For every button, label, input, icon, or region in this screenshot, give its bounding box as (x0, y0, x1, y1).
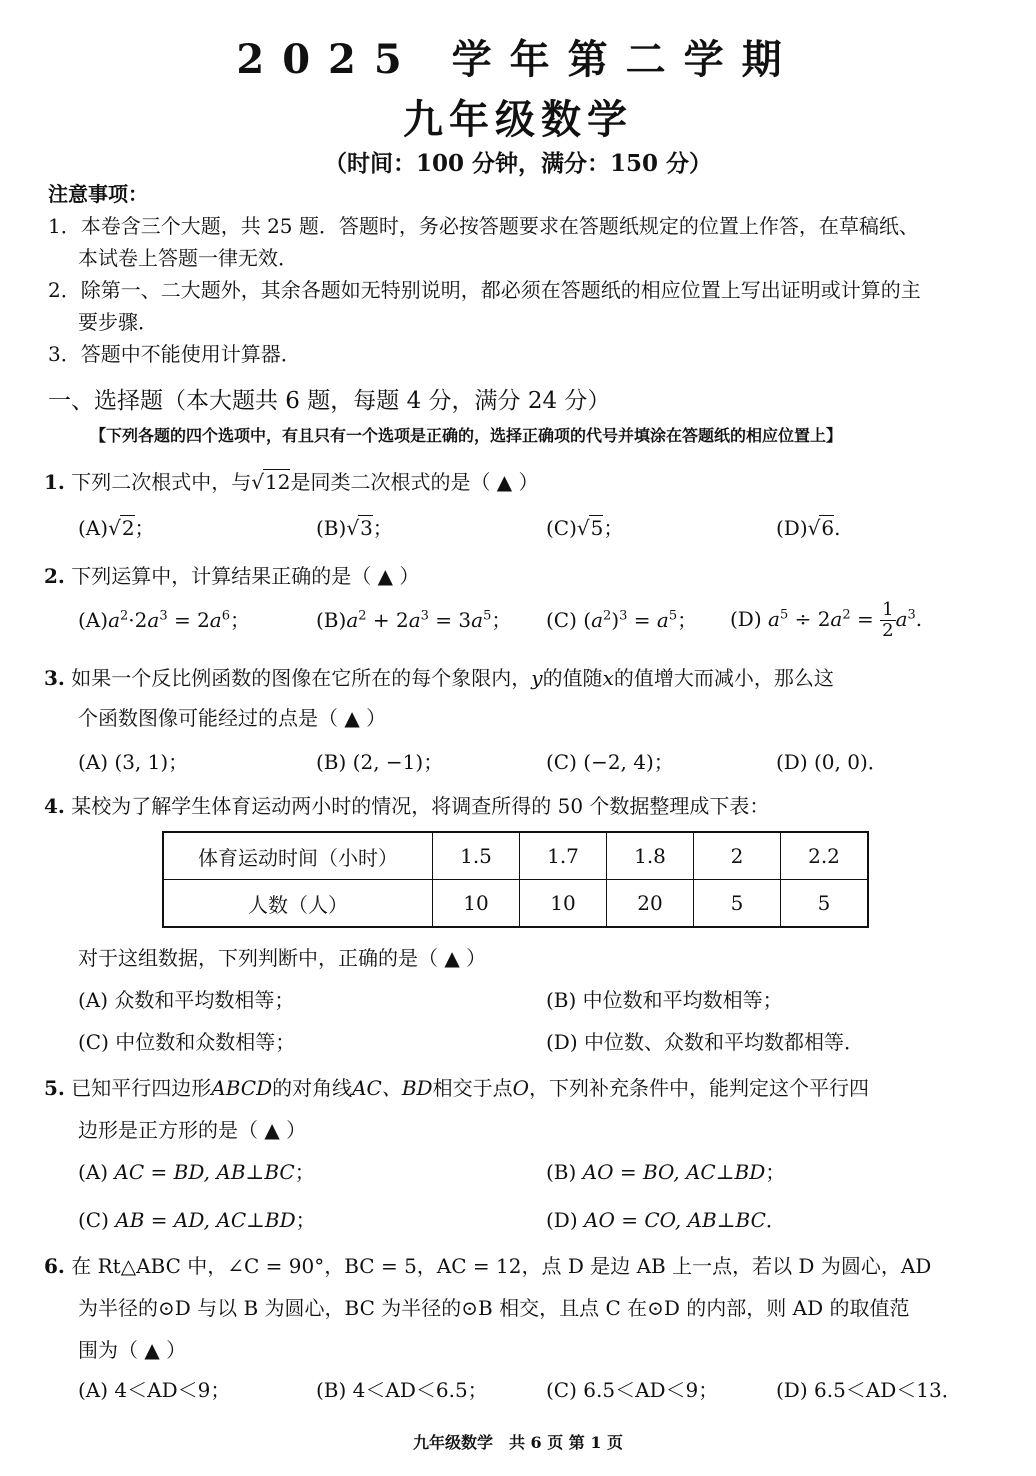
q6-option-c[interactable]: (C) 6.5＜AD＜9； (546, 1378, 719, 1402)
q3-option-d[interactable]: (D) (0, 0)． (776, 750, 888, 774)
q5-option-c[interactable]: (C) AB = AD, AC⊥BD； (78, 1208, 316, 1232)
notes-heading: 注意事项： (48, 182, 148, 206)
q6-option-d[interactable]: (D) 6.5＜AD＜13． (776, 1378, 962, 1402)
q3-option-b[interactable]: (B) (2, −1)； (316, 750, 444, 774)
question-4-stem: 4. 某校为了解学生体育运动两小时的情况，将调查所得的 50 个数据整理成下表： (44, 794, 770, 818)
table-header-time: 体育运动时间（小时） (163, 832, 433, 880)
question-5-line-2: 边形是正方形的是（ ▲ ） (78, 1118, 307, 1142)
note-2-line-1: 2．除第一、二大题外，其余各题如无特别说明，都必须在答题纸的相应位置上写出证明或计算的主 (48, 278, 921, 302)
question-1-stem: 1. 下列二次根式中，与√12是同类二次根式的是（ ▲ ） (44, 470, 539, 494)
table-cell: 10 (433, 880, 520, 928)
note-1-line-1: 1．本卷含三个大题，共 25 题．答题时，务必按答题要求在答题纸规定的位置上作答，在草稿纸、 (48, 214, 919, 238)
q5-option-a[interactable]: (A) AC = BD, AB⊥BC； (78, 1160, 315, 1184)
table-cell: 2.2 (781, 832, 869, 880)
q2-option-b[interactable]: $(B)a^2 + 2a^3 = 3a^5$； (316, 608, 512, 632)
question-6-line-3: 围为（ ▲ ） (78, 1338, 187, 1362)
table-cell: 1.5 (433, 832, 520, 880)
table-cell: 2 (694, 832, 781, 880)
exam-subject: 九年级数学 (403, 96, 633, 143)
question-2-stem: 2. 下列运算中，计算结果正确的是（ ▲ ） (44, 564, 420, 588)
table-cell: 10 (520, 880, 607, 928)
page-footer: 九年级数学 共 6 页 第 1 页 (412, 1433, 624, 1452)
q4-data-table (162, 831, 869, 928)
table-cell: 1.8 (607, 832, 694, 880)
table-row (163, 832, 868, 880)
question-4-prompt: 对于这组数据，下列判断中，正确的是（ ▲ ） (78, 946, 487, 970)
q4-option-a[interactable]: (A) 众数和平均数相等； (78, 988, 295, 1012)
question-1-text-a: 下列二次根式中，与 (71, 470, 252, 494)
exam-title: 2025 学年第二学期 (236, 36, 800, 83)
question-1-radicand: 12 (265, 470, 291, 494)
q6-option-a[interactable]: (A) 4＜AD＜9； (78, 1378, 231, 1402)
q1-option-c[interactable]: (C)√5； (546, 516, 624, 540)
question-5-line-1: 5. 已知平行四边形ABCD的对角线AC、BD相交于点O，下列补充条件中，能判定这个平行四 (44, 1076, 869, 1100)
q3-option-c[interactable]: (C) (−2, 4)； (546, 750, 674, 774)
q2-fraction: $\frac{1}{2}$ (882, 599, 894, 641)
q6-option-b[interactable]: (B) 4＜AD＜6.5； (316, 1378, 488, 1402)
section-1-title: 一、选择题（本大题共 6 题，每题 4 分，满分 24 分） (48, 388, 611, 414)
question-6-line-2: 为半径的⊙D 与以 B 为圆心，BC 为半径的⊙B 相交，且点 C 在⊙D 的内部，则 AD 的取值范 (78, 1296, 910, 1320)
question-6-line-1: 6. 在 Rt△ABC 中，∠C = 90°，BC = 5，AC = 12，点 D 是边 AB 上一点，若以 D 为圆心，AD (44, 1254, 932, 1278)
q4-option-c[interactable]: (C) 中位数和众数相等； (78, 1030, 296, 1054)
table-cell: 5 (781, 880, 869, 928)
section-1-instruction: 【下列各题的四个选项中，有且只有一个选项是正确的，选择正确项的代号并填涂在答题纸的相应位置上】 (90, 426, 843, 445)
q3-option-a[interactable]: (A) (3, 1)； (78, 750, 189, 774)
note-2-line-2: 要步骤． (78, 310, 158, 334)
q4-option-d[interactable]: (D) 中位数、众数和平均数都相等． (546, 1030, 864, 1054)
q1-option-d[interactable]: (D)√6. (776, 516, 841, 540)
q2-option-c[interactable]: (C) $(a^2)^3 = a^5$； (546, 608, 698, 632)
q4-option-b[interactable]: (B) 中位数和平均数相等； (546, 988, 783, 1012)
q5-option-d[interactable]: (D) AO = CO, AB⊥BC． (546, 1208, 786, 1232)
q2-option-d[interactable]: (D) $a^5 \div 2a^2$ = $\frac{1}{2}$ $a^3$. (730, 599, 923, 641)
question-1-text-b: 是同类二次根式的是（ ▲ ） (290, 470, 539, 494)
q5-option-b[interactable]: (B) AO = BO, AC⊥BD； (546, 1160, 786, 1184)
q1-option-b[interactable]: (B)√3； (316, 516, 393, 540)
table-cell: 5 (694, 880, 781, 928)
table-row (163, 880, 868, 928)
table-cell: 20 (607, 880, 694, 928)
question-3-line-1: 3. 如果一个反比例函数的图像在它所在的每个象限内，y的值随x的值增大而减小，那么这 (44, 666, 834, 690)
exam-time-info: （时间：100 分钟，满分：150 分） (323, 150, 713, 177)
note-3: 3．答题中不能使用计算器． (48, 342, 301, 366)
q2-option-a[interactable]: $(A)a^2\cdot 2a^3 = 2a^6$； (78, 608, 251, 632)
question-3-line-2: 个函数图像可能经过的点是（ ▲ ） (78, 706, 387, 730)
q1-option-a[interactable]: (A)√2； (78, 516, 155, 540)
note-1-line-2: 本试卷上答题一律无效． (78, 246, 298, 270)
table-cell: 1.7 (520, 832, 607, 880)
table-header-count: 人数（人） (163, 880, 433, 928)
question-1-number: 1. (44, 470, 65, 494)
